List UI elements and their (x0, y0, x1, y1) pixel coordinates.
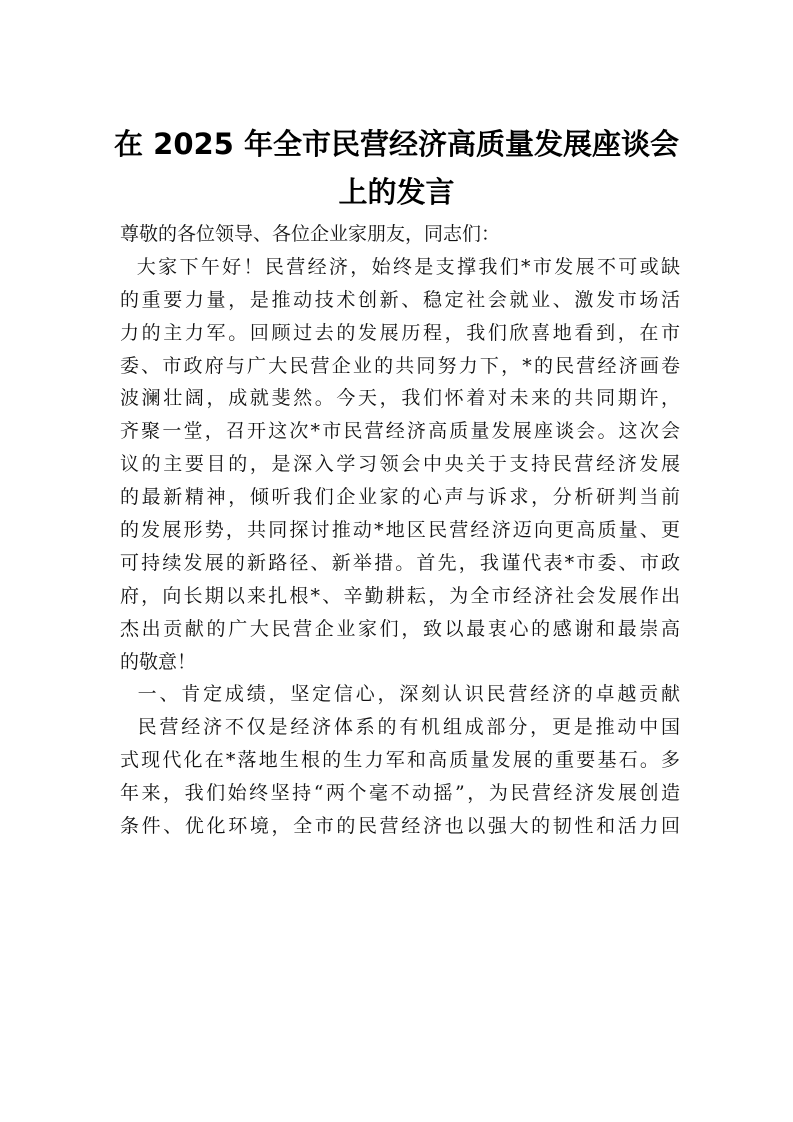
body-line: 式现代化在*落地生根的生力军和高质量发展的重要基石。多 (120, 749, 680, 772)
body-line: 条件、优化环境，全市的民营经济也以强大的韧性和活力回 (120, 815, 680, 838)
body-line: 府，向长期以来扎根*、辛勤耕耘，为全市经济社会发展作出 (120, 584, 680, 607)
body-line: 可持续发展的新路径、新举措。首先，我谨代表*市委、市政 (120, 551, 680, 574)
body-line: 的发展形势，共同探讨推动*地区民营经济迈向更高质量、更 (120, 519, 680, 542)
body-line: 的最新精神，倾听我们企业家的心声与诉求，分析研判当前 (120, 486, 680, 509)
body-line: 年来，我们始终坚持“两个毫不动摇”，为民营经济发展创造 (120, 782, 680, 805)
body-line: 的重要力量，是推动技术创新、稳定社会就业、激发市场活 (120, 288, 680, 311)
body-line: 波澜壮阔，成就斐然。今天，我们怀着对未来的共同期许， (120, 387, 680, 410)
body-line: 民营经济不仅是经济体系的有机组成部分，更是推动中国 (120, 716, 680, 739)
document-title-line-1: 在 2025 年全市民营经济高质量发展座谈会 (114, 127, 679, 161)
body-line: 力的主力军。回顾过去的发展历程，我们欣喜地看到，在市 (120, 321, 680, 344)
body-line: 杰出贡献的广大民营企业家们，致以最衷心的感谢和最崇高 (120, 617, 680, 640)
body-line: 委、市政府与广大民营企业的共同努力下，*的民营经济画卷 (120, 354, 680, 377)
body-line: 齐聚一堂，召开这次*市民营经济高质量发展座谈会。这次会 (120, 420, 680, 443)
salutation-line: 尊敬的各位领导、各位企业家朋友，同志们： (120, 223, 501, 245)
document-body (120, 218, 680, 843)
body-line: 议的主要目的，是深入学习领会中央关于支持民营经济发展 (120, 453, 680, 476)
body-line: 的敬意！ (120, 650, 197, 673)
document-title-line-2: 上的发言 (338, 175, 455, 209)
body-line: 大家下午好！民营经济，始终是支撑我们*市发展不可或缺 (120, 255, 680, 278)
section-heading: 一、肯定成绩，坚定信心，深刻认识民营经济的卓越贡献 (120, 683, 680, 706)
